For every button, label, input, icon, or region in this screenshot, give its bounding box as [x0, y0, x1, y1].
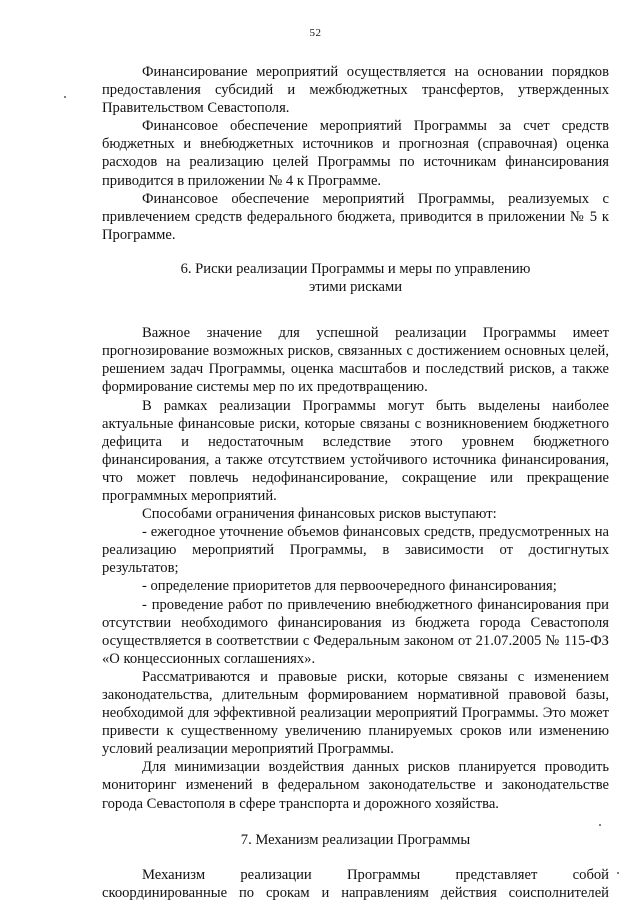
page-number: 52: [309, 27, 322, 39]
scan-speck: [617, 872, 619, 874]
scan-speck: [599, 824, 601, 826]
section-6-heading-line1: 6. Риски реализации Программы и меры по управлению: [180, 260, 531, 277]
section-6-heading-line2: этими рисками: [308, 279, 403, 296]
paragraph-legal-risks: Рассматриваются и правовые риски, которые связаны с изменением законодательства, длительным формированием нормативной правовой базы, необходимой для эффективной реализации мероприятий Программы. Это может привести к существенному увеличению планируемых сроков или изменению условий реализации мероприятий Программы.: [102, 668, 609, 758]
list-item-annual-refinement: - ежегодное уточнение объемов финансовых средств, предусмотренных на реализацию мероприятий Программы, в зависимости от достигнутых результатов;: [102, 524, 609, 577]
paragraph-financial-risks: В рамках реализации Программы могут быть выделены наиболее актуальные финансовые риски, которые связаны с возникновением бюджетного дефицита и недостаточным вследствие этого уровнем бюджетного финансирования, а также отсутствием устойчивого источника финансирования, что может повлечь недофинансирование, сокращение или прекращение программных мероприятий.: [102, 397, 609, 504]
paragraph-mechanism: Механизм реализации Программы представляет собой скоординированные по срокам и направлениям действия соисполнителей: [102, 866, 609, 901]
paragraph-financing-sources: Финансовое обеспечение мероприятий Программы за счет средств бюджетных и внебюджетных источников и прогнозная (справочная) оценка расходов на реализацию целей Программы по источникам финансирования приводится в приложении № 4 к Программе.: [102, 118, 609, 189]
paragraph-risk-forecasting: Важное значение для успешной реализации Программы имеет прогнозирование возможных рисков, связанных с достижением основных целей, решением задач Программы, оценка масштабов и последствий рисков, а также формирование системы мер по их предотвращению.: [102, 325, 609, 396]
list-item-extrabudgetary: - проведение работ по привлечению внебюджетного финансирования при отсутствии необходимого финансирования из бюджета города Севастополя осуществляется в соответствии с Федеральным законом от 21.07.2005 № 115-ФЗ «О концессионных соглашениях».: [102, 596, 609, 667]
document-body: [102, 63, 609, 902]
section-7-heading: 7. Механизм реализации Программы: [240, 831, 471, 848]
paragraph-risk-limitation-intro: Способами ограничения финансовых рисков выступают:: [142, 506, 497, 523]
paragraph-federal-budget: Финансовое обеспечение мероприятий Программы, реализуемых с привлечением средств федерального бюджета, приводится в приложении № 5 к Программе.: [102, 190, 609, 243]
paragraph-risk-monitoring: Для минимизации воздействия данных рисков планируется проводить мониторинг изменений в федеральном законодательстве и законодательстве города Севастополя в сфере транспорта и дорожного хозяйства.: [102, 759, 609, 812]
scan-speck: [64, 96, 66, 98]
paragraph-financing-basis: Финансирование мероприятий осуществляется на основании порядков предоставления субсидий и межбюджетных трансфертов, утвержденных Правительством Севастополя.: [102, 64, 609, 117]
list-item-priorities: - определение приоритетов для первоочередного финансирования;: [142, 578, 557, 595]
